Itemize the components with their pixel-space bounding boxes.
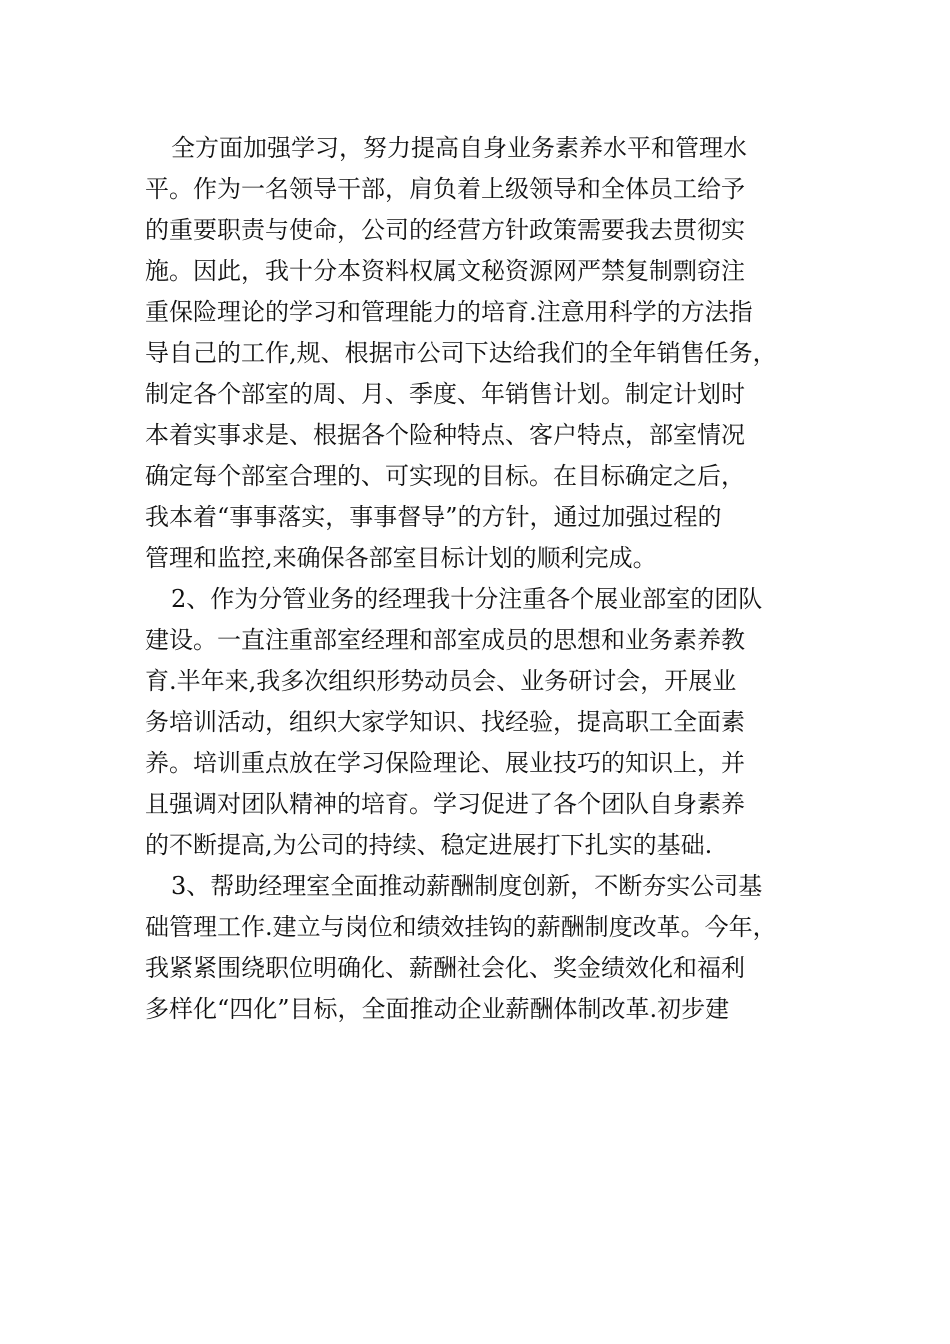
text-line: 制定各个部室的周、月、季度、年销售计划。制定计划时 [145,380,745,408]
text-line: 2、作为分管业务的经理我十分注重各个展业部室的团队 [171,585,763,613]
text-line: 多样化“四化”目标，全面推动企业薪酬体制改革.初步建 [145,995,730,1023]
text-line: 平。作为一名领导干部，肩负着上级领导和全体员工给予 [145,175,745,203]
text-line: 的不断提高,为公司的持续、稳定进展打下扎实的基础. [145,831,713,859]
text-line: 养。培训重点放在学习保险理论、展业技巧的知识上，并 [145,749,745,777]
text-line: 我紧紧围绕职位明确化、薪酬社会化、奖金绩效化和福利 [145,954,745,982]
text-line: 我本着“事事落实，事事督导”的方针，通过加强过程的 [145,503,722,531]
document-text-body [145,128,825,1030]
text-line: 3、帮助经理室全面推动薪酬制度创新，不断夯实公司基 [171,872,763,900]
text-line: 管理和监控,来确保各部室目标计划的顺利完成。 [145,544,657,572]
text-line: 的重要职责与使命，公司的经营方针政策需要我去贯彻实 [145,216,745,244]
text-line: 导自己的工作,规、根据市公司下达给我们的全年销售任务， [145,339,777,367]
text-line: 确定每个部室合理的、可实现的目标。在目标确定之后， [145,462,745,490]
text-line: 本着实事求是、根据各个险种特点、客户特点，部室情况 [145,421,745,449]
text-line: 施。因此，我十分本资料权属文秘资源网严禁复制剽窃注 [145,257,745,285]
text-line: 重保险理论的学习和管理能力的培育.注意用科学的方法指 [145,298,753,326]
text-line: 务培训活动，组织大家学知识、找经验，提高职工全面素 [145,708,745,736]
text-line: 建设。一直注重部室经理和部室成员的思想和业务素养教 [145,626,745,654]
text-line: 全方面加强学习，努力提高自身业务素养水平和管理水 [171,134,747,162]
text-line: 育.半年来,我多次组织形势动员会、业务研讨会，开展业 [145,667,737,695]
text-line: 且强调对团队精神的培育。学习促进了各个团队自身素养 [145,790,745,818]
text-line: 础管理工作.建立与岗位和绩效挂钩的薪酬制度改革。今年， [145,913,777,941]
